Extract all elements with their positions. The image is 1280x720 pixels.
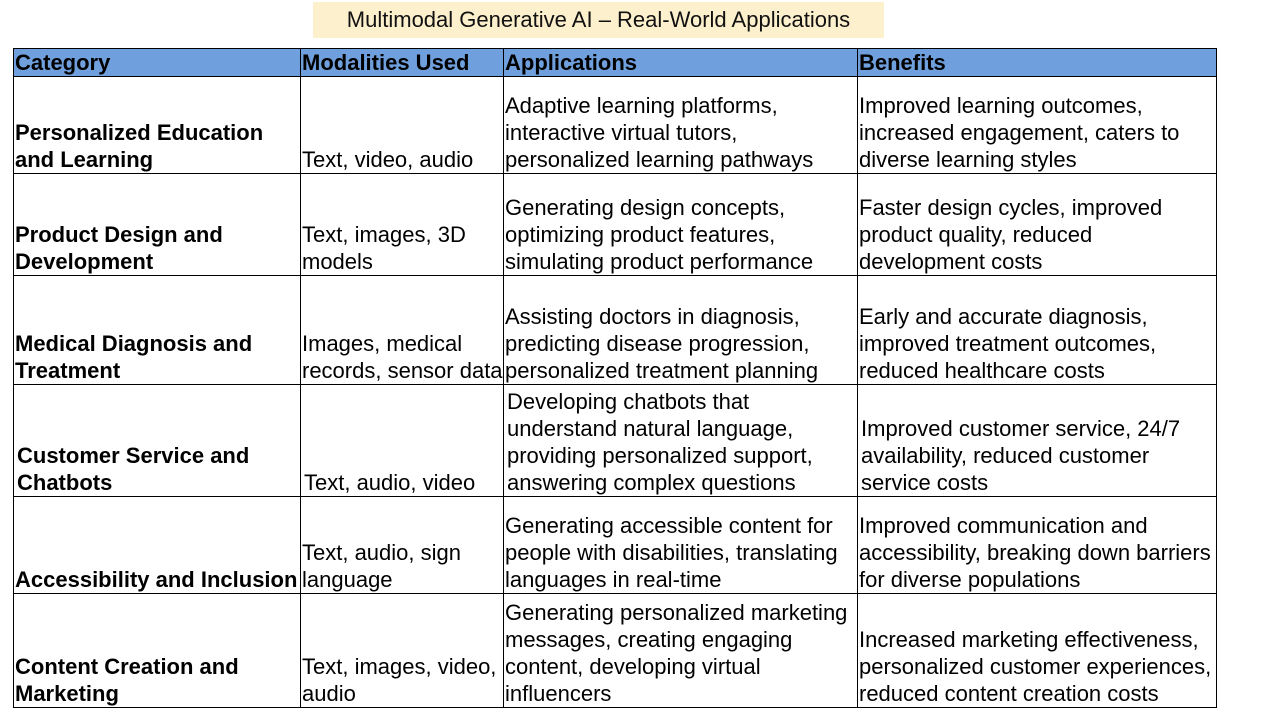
table-header-row — [14, 49, 1217, 77]
header-benefits: Benefits — [858, 49, 1217, 77]
table-row — [14, 276, 1217, 385]
category-cell: Content Creation and Marketing — [14, 594, 301, 708]
category-cell: Product Design and Development — [14, 174, 301, 276]
applications-table — [13, 48, 1217, 708]
applications-cell: Generating design concepts, optimizing product features, simulating product performance — [504, 174, 858, 276]
category-cell: Medical Diagnosis and Treatment — [14, 276, 301, 385]
modalities-cell: Text, images, video, audio — [301, 594, 504, 708]
table-row — [14, 385, 1217, 497]
modalities-cell: Text, video, audio — [301, 77, 504, 174]
benefits-cell: Improved communication and accessibility, breaking down barriers for diverse populations — [858, 497, 1217, 594]
applications-cell: Developing chatbots that understand natural language, providing personalized support, answering complex questions — [504, 385, 858, 497]
table-row — [14, 77, 1217, 174]
benefits-cell: Faster design cycles, improved product quality, reduced development costs — [858, 174, 1217, 276]
header-applications: Applications — [504, 49, 858, 77]
table-row — [14, 174, 1217, 276]
applications-cell: Generating accessible content for people with disabilities, translating languages in real-time — [504, 497, 858, 594]
benefits-cell: Increased marketing effectiveness, personalized customer experiences, reduced content creation costs — [858, 594, 1217, 708]
header-modalities: Modalities Used — [301, 49, 504, 77]
benefits-cell: Improved learning outcomes, increased engagement, caters to diverse learning styles — [858, 77, 1217, 174]
table-row — [14, 594, 1217, 708]
modalities-cell: Text, audio, sign language — [301, 497, 504, 594]
category-cell: Customer Service and Chatbots — [14, 385, 301, 497]
applications-cell: Assisting doctors in diagnosis, predicting disease progression, personalized treatment planning — [504, 276, 858, 385]
modalities-cell: Images, medical records, sensor data — [301, 276, 504, 385]
category-cell: Accessibility and Inclusion — [14, 497, 301, 594]
benefits-cell: Early and accurate diagnosis, improved treatment outcomes, reduced healthcare costs — [858, 276, 1217, 385]
applications-cell: Adaptive learning platforms, interactive virtual tutors, personalized learning pathways — [504, 77, 858, 174]
header-category: Category — [14, 49, 301, 77]
table-row — [14, 497, 1217, 594]
modalities-cell: Text, images, 3D models — [301, 174, 504, 276]
applications-cell: Generating personalized marketing messages, creating engaging content, developing virtual influencers — [504, 594, 858, 708]
slide-title: Multimodal Generative AI – Real-World Applications — [313, 2, 884, 38]
benefits-cell: Improved customer service, 24/7 availability, reduced customer service costs — [858, 385, 1217, 497]
modalities-cell: Text, audio, video — [301, 385, 504, 497]
category-cell: Personalized Education and Learning — [14, 77, 301, 174]
